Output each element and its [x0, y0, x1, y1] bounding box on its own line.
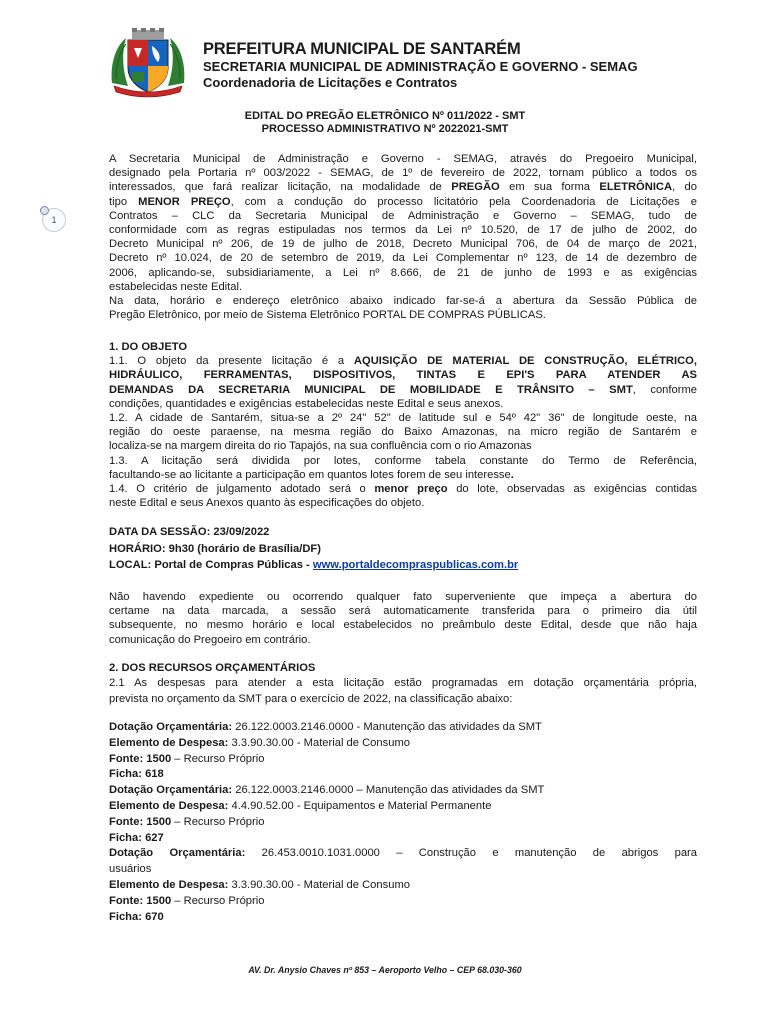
text-line: subsequente, no mesmo horário e local estabelecidos no preâmbulo deste Edital, desde que não haja [109, 619, 697, 632]
process-number: PROCESSO ADMINISTRATIVO Nº 2022021-SMT [261, 123, 509, 135]
text-line: Decreto nº 10.024, de 20 de setembro de 2019, da Lei Complementar nº 123, de 14 de dezembro de [109, 252, 697, 265]
section-recursos [109, 661, 697, 707]
text-line: DEMANDAS DA SECRETARIA MUNICIPAL DE MOBILIDADE E TRÂNSITO – SMT, conforme [109, 383, 697, 396]
session-info [109, 524, 697, 574]
page-number: 1 [42, 208, 66, 232]
budget-elemento: Elemento de Despesa: 4.4.90.52.00 - Equipamentos e Material Permanente [109, 799, 492, 812]
budget-dotacao: Dotação Orçamentária: 26.122.0003.2146.0000 – Manutenção das atividades da SMT [109, 784, 545, 797]
budget-dotacao-cont: usuários [109, 863, 152, 876]
text-line: certame na data marcada, a sessão será automaticamente transferida para o primeiro dia útil [109, 605, 697, 618]
text-line: Na data, horário e endereço eletrônico abaixo indicado far-se-á a abertura da Sessão Pública de [109, 294, 697, 307]
text-line: estabelecidas neste Edital. [109, 280, 243, 293]
municipal-coat-of-arms [108, 28, 188, 98]
text-line: A Secretaria Municipal de Administração e Governo - SEMAG, através do Pregoeiro Municipal, [109, 153, 697, 165]
text-line: Decreto Municipal nº 206, de 19 de julho de 2018, Decreto Municipal 706, de 04 de março de 2021, [109, 238, 697, 251]
budget-elemento: Elemento de Despesa: 3.3.90.30.00 - Material de Consumo [109, 736, 410, 749]
budget-fonte: Fonte: 1500 – Recurso Próprio [109, 894, 265, 907]
text-line: localiza-se na margem direita do rio Tapajós, na sua confluência com o rio Amazonas [109, 440, 532, 453]
page-number-badge[interactable] [40, 206, 66, 232]
text-line: 1.2. A cidade de Santarém, situa-se a 2º 24" 52" de latitude sul e 54º 42" 36" de longitude oeste, na [109, 411, 697, 424]
budget-elemento: Elemento de Despesa: 3.3.90.30.00 - Material de Consumo [109, 878, 410, 891]
letterhead-subtitle: SECRETARIA MUNICIPAL DE ADMINISTRAÇÃO E GOVERNO - SEMAG [203, 59, 638, 74]
budget-ficha: Ficha: 670 [109, 910, 164, 923]
section-heading: 2. DOS RECURSOS ORÇAMENTÁRIOS [109, 662, 316, 674]
text-line: 1.3. A licitação será dividida por lotes, conforme tabela constante do Termo de Referência, [109, 454, 697, 467]
text-line: Contratos – CLC da Secretaria Municipal de Administração e Governo – SEMAG, tudo de [109, 209, 697, 222]
text-line: designado pela Portaria nº 003/2022 - SEMAG, de 1º de fevereiro de 2022, tornam público a todos os [109, 167, 697, 180]
intro-paragraph [109, 152, 697, 322]
text-line: 2006, aplicando-se, subsidiariamente, a Lei nº 8.666, de 21 de junho de 1993 e as exigências [109, 266, 697, 279]
text-line: 2.1 As despesas para atender a esta licitação estão programadas em dotação orçamentária própria, [109, 677, 697, 690]
text-line: neste Edital e seus Anexos quanto às especificações do objeto. [109, 497, 425, 510]
letterhead [203, 40, 638, 90]
budget-dotacao: Dotação Orçamentária: 26.453.0010.1031.0000 – Construção e manutenção de abrigos para [109, 847, 697, 860]
footer-address: AV. Dr. Anysio Chaves nº 853 – Aeroporto Velho – CEP 68.030-360 [248, 965, 522, 975]
text-line: Não havendo expediente ou ocorrendo qualquer fato superveniente que impeça a abertura do [109, 591, 697, 603]
budget-fonte: Fonte: 1500 – Recurso Próprio [109, 815, 265, 828]
text-line: HIDRÁULICO, FERRAMENTAS, DISPOSITIVOS, TINTAS E EPI'S PARA ATENDER AS [109, 369, 697, 382]
budget-ficha: Ficha: 627 [109, 831, 164, 844]
text-line: 1.1. O objeto da presente licitação é a AQUISIÇÃO DE MATERIAL DE CONSTRUÇÃO, ELÉTRICO, [109, 355, 697, 368]
budget-fonte: Fonte: 1500 – Recurso Próprio [109, 752, 265, 765]
session-location: LOCAL: Portal de Compras Públicas - www.portaldecompraspublicas.com.br [109, 559, 519, 571]
edital-heading [0, 110, 770, 136]
letterhead-title: PREFEITURA MUNICIPAL DE SANTARÉM [203, 40, 521, 58]
budget-items [109, 720, 697, 925]
edital-title: EDITAL DO PREGÃO ELETRÔNICO Nº 011/2022 - SMT [244, 110, 526, 122]
session-date: DATA DA SESSÃO: 23/09/2022 [109, 526, 270, 538]
budget-ficha: Ficha: 618 [109, 768, 164, 781]
letterhead-department: Coordenadoria de Licitações e Contratos [203, 75, 458, 90]
text-line: região do oeste paraense, na mesma região do Baixo Amazonas, na micro região de Santarém e [109, 426, 697, 439]
text-line: conformidade com as regras estipuladas nos termos da Lei nº 10.520, de 17 de julho de 2002, do [109, 223, 697, 236]
text-line: condições, quantidades e exigências estabelecidas neste Edital e seus anexos. [109, 397, 504, 410]
text-line: tipo MENOR PREÇO, com a condução do processo licitatório pela Coordenadoria de Licitações e [109, 195, 697, 208]
session-notice [109, 590, 697, 647]
text-line: facultando-se ao licitante a participação em quantos lotes forem de seu interesse. [109, 468, 514, 481]
section-objeto [109, 340, 697, 510]
text-line: interessados, que fará realizar licitação, na modalidade de PREGÃO em sua forma ELETRÔNICA, do [109, 181, 697, 194]
section-heading: 1. DO OBJETO [109, 341, 188, 353]
text-line: comunicação do Pregoeiro em contrário. [109, 633, 311, 646]
text-line: Pregão Eletrônico, por meio de Sistema Eletrônico PORTAL DE COMPRAS PÚBLICAS. [109, 309, 546, 322]
session-time: HORÁRIO: 9h30 (horário de Brasília/DF) [109, 542, 321, 555]
annotation-icon [40, 206, 49, 215]
text-line: prevista no orçamento da SMT para o exercício de 2022, na classificação abaixo: [109, 692, 513, 705]
text-line: 1.4. O critério de julgamento adotado será o menor preço do lote, observadas as exigências contidas [109, 482, 697, 495]
budget-dotacao: Dotação Orçamentária: 26.122.0003.2146.0000 - Manutenção das atividades da SMT [109, 721, 542, 733]
portal-link[interactable]: www.portaldecompraspublicas.com.br [312, 559, 519, 571]
